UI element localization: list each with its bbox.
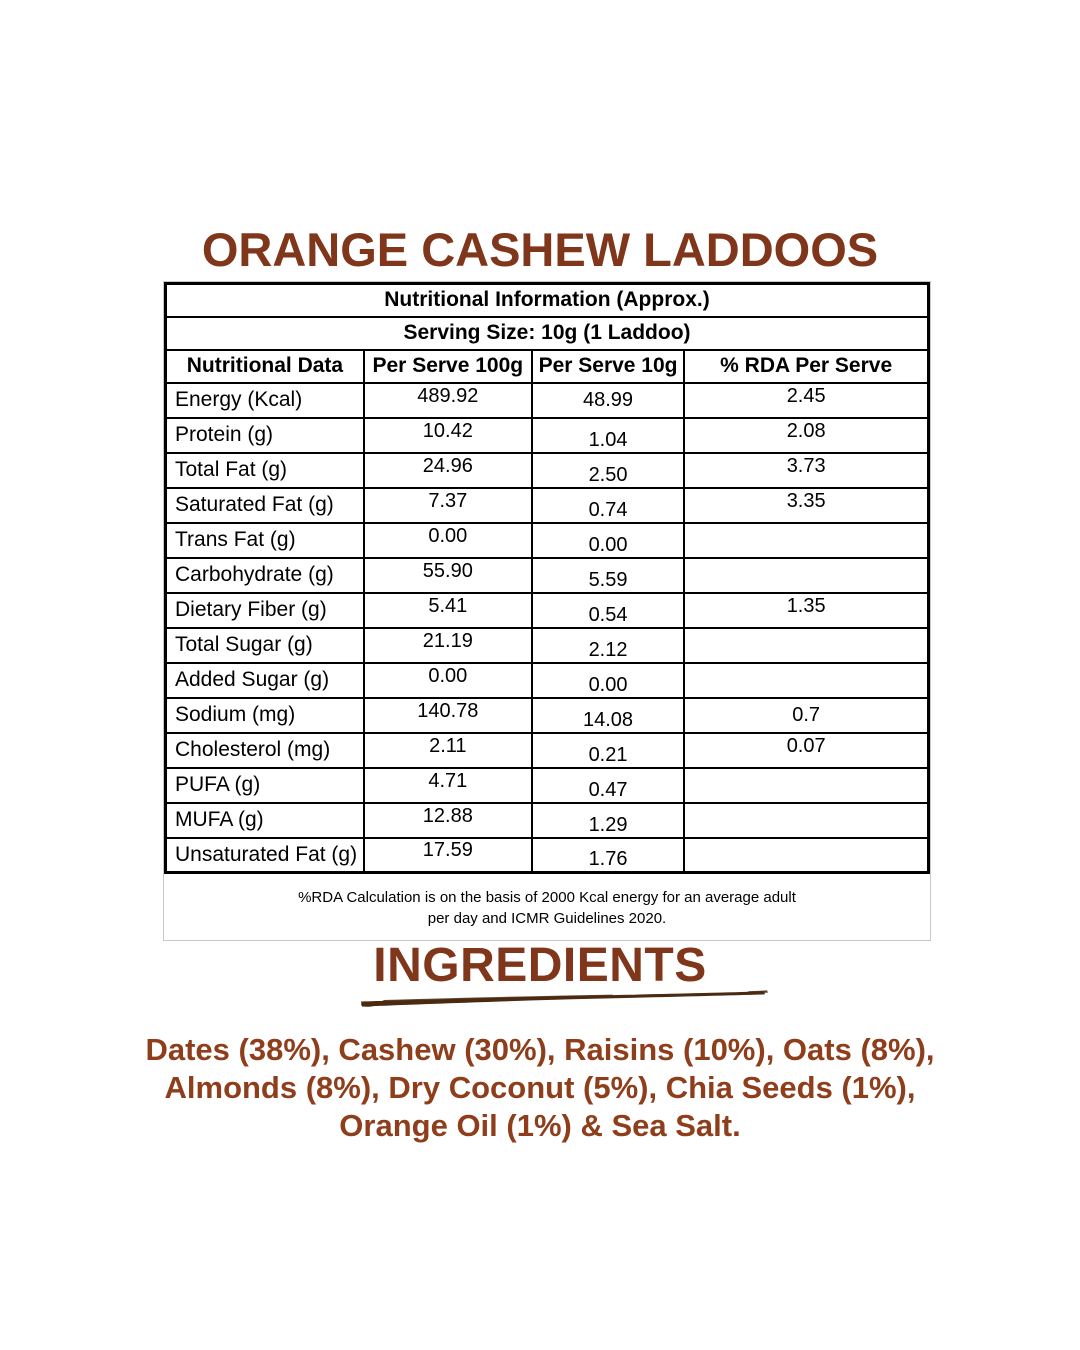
nutrient-label: Saturated Fat (g) (166, 488, 364, 523)
col-header-per-100g: Per Serve 100g (364, 350, 532, 383)
table-row (166, 453, 929, 488)
value-per-10g: 1.76 (532, 838, 685, 873)
col-header-nutritional-data: Nutritional Data (166, 350, 364, 383)
ingredients-heading: INGREDIENTS (373, 939, 707, 992)
table-row (166, 593, 929, 628)
ingredients-line2: Almonds (8%), Dry Coconut (5%), Chia Seeds (1%), (164, 1070, 916, 1105)
value-rda (684, 768, 928, 803)
page-title: ORANGE CASHEW LADDOOS (201, 223, 879, 276)
value-per-10g: 0.00 (532, 523, 685, 558)
value-rda: 0.7 (684, 698, 928, 733)
value-rda: 3.73 (684, 453, 928, 488)
nutrient-label: Protein (g) (166, 418, 364, 453)
nutrient-label: Trans Fat (g) (166, 523, 364, 558)
value-per-10g: 1.04 (532, 418, 685, 453)
table-row (166, 383, 929, 418)
nutrient-label: Carbohydrate (g) (166, 558, 364, 593)
serving-size: Serving Size: 10g (1 Laddoo) (166, 317, 929, 350)
nutrition-panel (163, 281, 931, 941)
value-per-10g: 0.74 (532, 488, 685, 523)
value-per-100g: 55.90 (364, 558, 532, 593)
table-row (166, 803, 929, 838)
value-per-100g: 0.00 (364, 663, 532, 698)
table-row (166, 558, 929, 593)
value-rda (684, 628, 928, 663)
value-per-100g: 4.71 (364, 768, 532, 803)
rda-footnote (164, 874, 930, 940)
nutrient-label: Unsaturated Fat (g) (166, 838, 364, 873)
value-per-10g: 5.59 (532, 558, 685, 593)
value-per-100g: 5.41 (364, 593, 532, 628)
column-header-row (166, 350, 929, 383)
value-rda (684, 663, 928, 698)
brush-underline-icon (358, 988, 770, 1010)
serving-size-row (166, 317, 929, 350)
table-row (166, 418, 929, 453)
table-row (166, 698, 929, 733)
value-per-100g: 17.59 (364, 838, 532, 873)
value-per-100g: 12.88 (364, 803, 532, 838)
nutrient-label: Energy (Kcal) (166, 383, 364, 418)
value-per-100g: 10.42 (364, 418, 532, 453)
table-row (166, 628, 929, 663)
value-per-100g: 7.37 (364, 488, 532, 523)
table-row (166, 768, 929, 803)
rda-footnote-line1: %RDA Calculation is on the basis of 2000 Kcal energy for an average adult (298, 889, 796, 906)
value-rda (684, 838, 928, 873)
nutrition-table (164, 282, 930, 874)
table-row (166, 523, 929, 558)
value-rda (684, 558, 928, 593)
value-per-100g: 489.92 (364, 383, 532, 418)
col-header-rda: % RDA Per Serve (684, 350, 928, 383)
col-header-per-10g: Per Serve 10g (532, 350, 685, 383)
value-per-10g: 0.54 (532, 593, 685, 628)
ingredients-line3: Orange Oil (1%) & Sea Salt. (339, 1108, 741, 1143)
table-row (166, 733, 929, 768)
nutrient-label: PUFA (g) (166, 768, 364, 803)
table-title: Nutritional Information (Approx.) (166, 284, 929, 317)
value-per-100g: 2.11 (364, 733, 532, 768)
value-per-10g: 2.12 (532, 628, 685, 663)
value-per-10g: 1.29 (532, 803, 685, 838)
nutrient-label: Cholesterol (mg) (166, 733, 364, 768)
value-per-10g: 0.47 (532, 768, 685, 803)
value-per-100g: 21.19 (364, 628, 532, 663)
nutrient-label: MUFA (g) (166, 803, 364, 838)
value-rda: 0.07 (684, 733, 928, 768)
table-row (166, 488, 929, 523)
value-per-10g: 2.50 (532, 453, 685, 488)
value-per-100g: 0.00 (364, 523, 532, 558)
value-rda: 3.35 (684, 488, 928, 523)
value-per-10g: 0.00 (532, 663, 685, 698)
value-rda (684, 523, 928, 558)
value-per-10g: 14.08 (532, 698, 685, 733)
nutrient-label: Dietary Fiber (g) (166, 593, 364, 628)
ingredients-line1: Dates (38%), Cashew (30%), Raisins (10%), Oats (8%), (145, 1032, 935, 1067)
nutrient-label: Sodium (mg) (166, 698, 364, 733)
value-per-10g: 48.99 (532, 383, 685, 418)
value-rda: 2.45 (684, 383, 928, 418)
value-per-100g: 140.78 (364, 698, 532, 733)
table-row (166, 838, 929, 873)
ingredients-text (40, 1031, 1040, 1145)
value-rda: 1.35 (684, 593, 928, 628)
rda-footnote-line2: per day and ICMR Guidelines 2020. (427, 910, 667, 927)
value-rda (684, 803, 928, 838)
value-per-100g: 24.96 (364, 453, 532, 488)
value-rda: 2.08 (684, 418, 928, 453)
table-row (166, 663, 929, 698)
nutrient-label: Total Fat (g) (166, 453, 364, 488)
value-per-10g: 0.21 (532, 733, 685, 768)
nutrient-label: Total Sugar (g) (166, 628, 364, 663)
table-title-row (166, 284, 929, 317)
nutrient-label: Added Sugar (g) (166, 663, 364, 698)
